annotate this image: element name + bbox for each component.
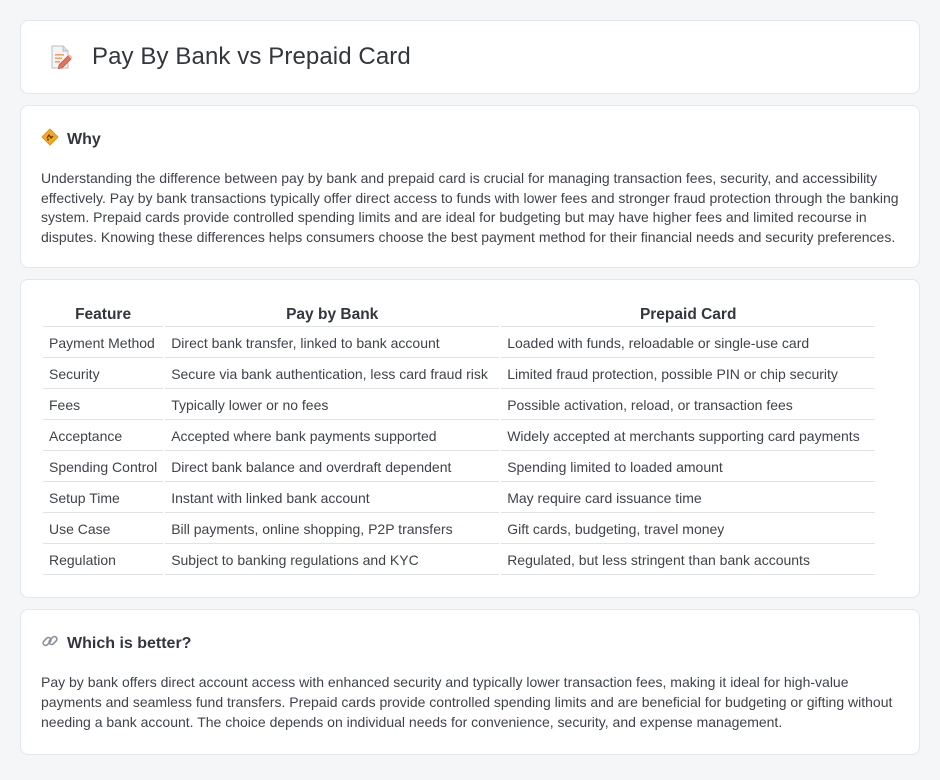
document-pencil-icon bbox=[46, 43, 74, 71]
table-row bbox=[43, 329, 875, 358]
table-row bbox=[43, 391, 875, 420]
why-heading-row bbox=[41, 128, 899, 151]
column-header-prepaid-card: Prepaid Card bbox=[501, 304, 875, 327]
why-text: Understanding the difference between pay by bank and prepaid card is crucial for managing transaction fees, security, and accessibility effectively. Pay by bank transactions typically offer direct access to funds with lower fees and stronger fraud protection through the banking system. Prepaid cards provide controlled spending limits and are ideal for budgeting but may have higher fees and limited recourse in disputes. Knowing these differences helps consumers choose the best payment method for their financial needs and security preferences. bbox=[41, 170, 899, 245]
diamond-sign-icon bbox=[41, 128, 67, 151]
page bbox=[20, 20, 920, 766]
table-cell: Direct bank balance and overdraft dependent bbox=[165, 453, 499, 482]
header-card bbox=[20, 20, 920, 94]
comparison-table bbox=[41, 302, 877, 577]
table-cell: Accepted where bank payments supported bbox=[165, 422, 499, 451]
comparison-card bbox=[20, 279, 920, 598]
why-heading: Why bbox=[67, 130, 101, 148]
table-cell: Gift cards, budgeting, travel money bbox=[501, 515, 875, 544]
table-cell: Bill payments, online shopping, P2P transfers bbox=[165, 515, 499, 544]
which-better-text: Pay by bank offers direct account access with enhanced security and typically lower transaction fees, making it ideal for high-value payments and seamless fund transfers. Prepaid cards provide controlled spending limits and are beneficial for budgeting or gifting without needing a bank account. The choice depends on individual needs for convenience, security, and expense management. bbox=[41, 674, 893, 730]
table-cell: Secure via bank authentication, less card fraud risk bbox=[165, 360, 499, 389]
table-cell: Limited fraud protection, possible PIN or chip security bbox=[501, 360, 875, 389]
table-header-row bbox=[43, 304, 875, 327]
table-cell: Security bbox=[43, 360, 163, 389]
table-row bbox=[43, 422, 875, 451]
why-section bbox=[20, 105, 920, 268]
table-cell: Typically lower or no fees bbox=[165, 391, 499, 420]
table-cell: Loaded with funds, reloadable or single-use card bbox=[501, 329, 875, 358]
which-better-section bbox=[20, 609, 920, 755]
table-cell: Spending limited to loaded amount bbox=[501, 453, 875, 482]
table-cell: Possible activation, reload, or transaction fees bbox=[501, 391, 875, 420]
table-cell: Spending Control bbox=[43, 453, 163, 482]
table-row bbox=[43, 484, 875, 513]
table-row bbox=[43, 453, 875, 482]
table-cell: Fees bbox=[43, 391, 163, 420]
table-row bbox=[43, 360, 875, 389]
link-icon bbox=[41, 632, 67, 655]
table-row bbox=[43, 515, 875, 544]
table-row bbox=[43, 546, 875, 575]
which-better-heading-row bbox=[41, 632, 899, 655]
table-cell: Instant with linked bank account bbox=[165, 484, 499, 513]
table-cell: Use Case bbox=[43, 515, 163, 544]
column-header-feature: Feature bbox=[43, 304, 163, 327]
which-better-heading: Which is better? bbox=[67, 634, 192, 652]
table-cell: Subject to banking regulations and KYC bbox=[165, 546, 499, 575]
table-cell: Regulated, but less stringent than bank accounts bbox=[501, 546, 875, 575]
table-cell: Payment Method bbox=[43, 329, 163, 358]
table-cell: Direct bank transfer, linked to bank account bbox=[165, 329, 499, 358]
table-cell: Acceptance bbox=[43, 422, 163, 451]
table-cell: Setup Time bbox=[43, 484, 163, 513]
table-cell: Regulation bbox=[43, 546, 163, 575]
column-header-pay-by-bank: Pay by Bank bbox=[165, 304, 499, 327]
table-cell: Widely accepted at merchants supporting card payments bbox=[501, 422, 875, 451]
page-title: Pay By Bank vs Prepaid Card bbox=[92, 43, 411, 70]
table-cell: May require card issuance time bbox=[501, 484, 875, 513]
